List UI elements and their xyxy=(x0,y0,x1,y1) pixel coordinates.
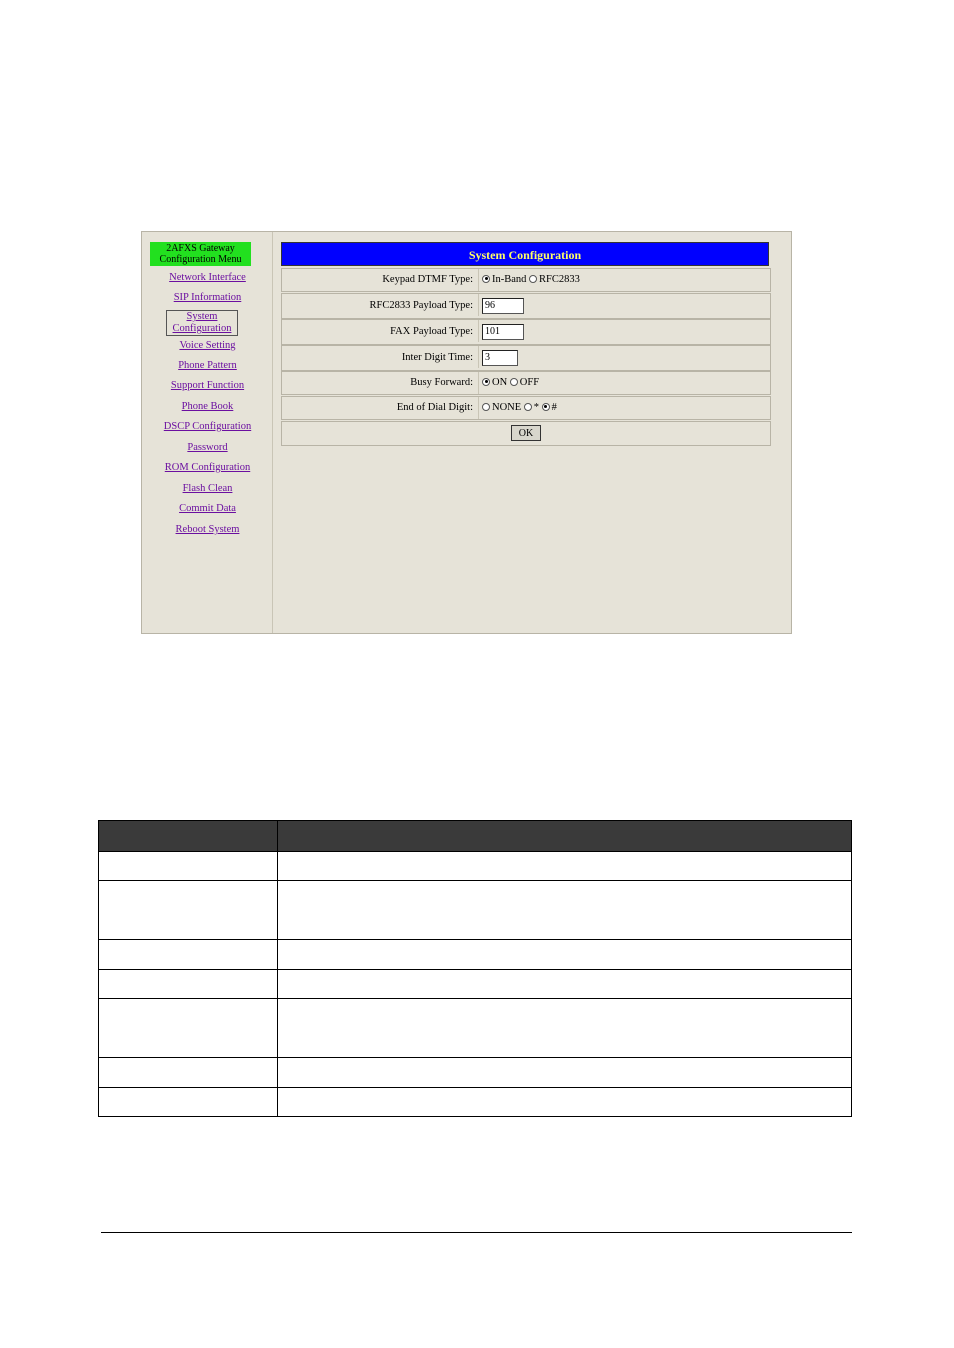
sidebar-item-flash-clean[interactable]: Flash Clean xyxy=(182,483,233,494)
form-title: System Configuration xyxy=(281,242,769,266)
sidebar-item-reboot-system[interactable]: Reboot System xyxy=(175,524,240,535)
table-cell xyxy=(99,940,278,970)
keypad-dtmf-label: Keypad DTMF Type: xyxy=(382,274,473,285)
table-header-cell xyxy=(277,821,851,852)
fax-payload-input[interactable]: 101 xyxy=(482,324,524,340)
table-cell xyxy=(277,940,851,970)
rfc2833-payload-label: RFC2833 Payload Type: xyxy=(369,300,473,311)
table-cell xyxy=(99,881,278,940)
fax-payload-label: FAX Payload Type: xyxy=(390,326,473,337)
table-cell xyxy=(277,1058,851,1088)
sidebar-item-commit-data[interactable]: Commit Data xyxy=(179,503,236,514)
table-cell xyxy=(99,970,278,999)
table-cell xyxy=(277,852,851,881)
table-header-cell xyxy=(99,821,278,852)
table-row xyxy=(99,940,852,970)
sidebar-item-dscp-configuration[interactable]: DSCP Configuration xyxy=(163,421,252,432)
description-table xyxy=(98,820,852,1117)
sidebar-item-support-function[interactable]: Support Function xyxy=(170,380,245,391)
footer-rule xyxy=(101,1232,852,1233)
table-row xyxy=(99,1058,852,1088)
end-dial-hash-radio[interactable] xyxy=(542,403,550,411)
row-fax-payload xyxy=(281,319,771,345)
row-divider xyxy=(478,294,479,316)
dtmf-rfc2833-radio[interactable] xyxy=(529,275,537,283)
end-dial-none-radio[interactable] xyxy=(482,403,490,411)
sidebar-item-network-interface[interactable]: Network Interface xyxy=(169,272,246,283)
inter-digit-input[interactable]: 3 xyxy=(482,350,518,366)
sidebar-item-password[interactable]: Password xyxy=(187,442,228,453)
table-cell xyxy=(277,999,851,1058)
table-row xyxy=(99,881,852,940)
busy-forward-label: Busy Forward: xyxy=(410,377,473,388)
dtmf-inband-label: In-Band xyxy=(492,274,527,285)
config-screenshot xyxy=(141,231,792,634)
table-cell xyxy=(99,999,278,1058)
rfc2833-payload-input[interactable]: 96 xyxy=(482,298,524,314)
table-cell xyxy=(99,1058,278,1088)
row-keypad-dtmf xyxy=(281,268,771,292)
menu-title: 2AFXS Gateway Configuration Menu xyxy=(150,242,251,266)
dtmf-inband-radio[interactable] xyxy=(482,275,490,283)
table-row xyxy=(99,852,852,881)
sidebar-item-sip-information[interactable]: SIP Information xyxy=(173,292,242,303)
sidebar-item-voice-setting[interactable]: Voice Setting xyxy=(179,340,236,351)
row-submit xyxy=(281,421,771,446)
busy-forward-off-label: OFF xyxy=(519,377,540,388)
ok-button[interactable]: OK xyxy=(511,425,541,441)
row-inter-digit-time xyxy=(281,345,771,371)
keypad-dtmf-options xyxy=(482,269,580,291)
dtmf-rfc2833-label: RFC2833 xyxy=(539,274,580,285)
busy-forward-on-label: ON xyxy=(492,377,508,388)
row-divider xyxy=(478,346,479,368)
table-header-row xyxy=(99,821,852,852)
row-rfc2833-payload xyxy=(281,293,771,319)
table-cell xyxy=(99,1088,278,1117)
sidebar-item-rom-configuration[interactable]: ROM Configuration xyxy=(164,462,251,473)
inter-digit-label: Inter Digit Time: xyxy=(401,352,473,363)
end-dial-hash-label: # xyxy=(551,402,557,413)
table-cell xyxy=(277,881,851,940)
busy-forward-off-radio[interactable] xyxy=(510,378,518,386)
table-row xyxy=(99,970,852,999)
sidebar-menu xyxy=(142,232,273,633)
row-divider xyxy=(478,372,479,394)
row-divider xyxy=(478,320,479,342)
sidebar-item-system-configuration[interactable]: System Configuration xyxy=(166,310,238,336)
sidebar-item-phone-pattern[interactable]: Phone Pattern xyxy=(178,360,237,371)
table-cell xyxy=(99,852,278,881)
end-dial-star-radio[interactable] xyxy=(524,403,532,411)
end-of-dial-label: End of Dial Digit: xyxy=(396,402,473,413)
row-divider xyxy=(478,269,479,291)
row-end-of-dial xyxy=(281,396,771,420)
end-dial-star-label: * xyxy=(533,402,540,413)
row-busy-forward xyxy=(281,371,771,395)
table-row xyxy=(99,1088,852,1117)
table-cell xyxy=(277,1088,851,1117)
row-divider xyxy=(478,397,479,419)
sidebar-item-phone-book[interactable]: Phone Book xyxy=(181,401,234,412)
table-cell xyxy=(277,970,851,999)
end-dial-none-label: NONE xyxy=(492,402,522,413)
table-row xyxy=(99,999,852,1058)
busy-forward-on-radio[interactable] xyxy=(482,378,490,386)
